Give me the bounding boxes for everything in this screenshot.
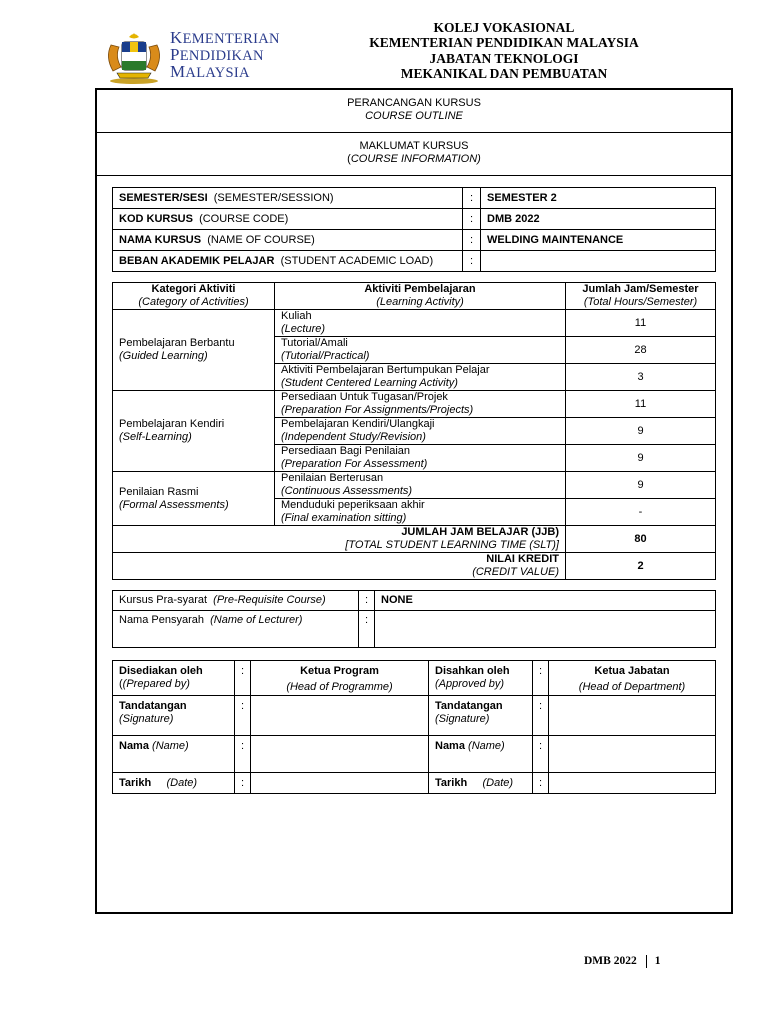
hours-cell: 9 (566, 418, 716, 445)
total-label: JUMLAH JAM BELAJAR (JJB) [TOTAL STUDENT LEARNING TIME (SLT)] (113, 526, 566, 553)
table-row: Disediakan oleh ((Prepared by) : Ketua Program (Head of Programme) Disahkan oleh (Approved by) : Ketua Jabatan (Head of Department) (113, 661, 716, 696)
signature-field[interactable] (251, 696, 429, 736)
name-field[interactable] (549, 736, 716, 773)
activity-cell: Penilaian Berterusan (Continuous Assessments) (275, 472, 566, 499)
heading-line-3: JABATAN TEKNOLOGI (429, 50, 579, 66)
info-value: DMB 2022 (481, 209, 716, 230)
outline-title: PERANCANGAN KURSUS (347, 97, 481, 109)
prerequisite-table (112, 590, 716, 648)
heading-line-2: KEMENTERIAN PENDIDIKAN MALAYSIA (369, 35, 639, 51)
credit-value: 2 (566, 553, 716, 580)
table-row: BEBAN AKADEMIK PELAJAR (STUDENT ACADEMIC LOAD) : (113, 251, 716, 272)
category-cell: Pembelajaran Berbantu (Guided Learning) (113, 310, 275, 391)
category-cell: Penilaian Rasmi (Formal Assessments) (113, 472, 275, 526)
table-row (113, 391, 716, 418)
page-number: 1 (654, 955, 661, 968)
ministry-name: KEMENTERIAN PENDIDIKAN MALAYSIA (170, 28, 280, 81)
footer-course-code: DMB 2022 (584, 955, 637, 968)
learning-activity-table (112, 282, 716, 580)
lecturer-label: Nama Pensyarah (Name of Lecturer) (113, 611, 359, 648)
heading-line-1: KOLEJ VOKASIONAL (433, 20, 575, 35)
lecturer-value (375, 611, 716, 648)
credit-label: NILAI KREDIT (CREDIT VALUE) (113, 553, 566, 580)
table-row: NAMA KURSUS (NAME OF COURSE) : WELDING MAINTENANCE (113, 230, 716, 251)
info-section-title: MAKLUMAT KURSUS (359, 140, 469, 152)
signature-label: Tandatangan (Signature) (113, 696, 235, 736)
date-label: Tarikh (Date) (429, 773, 533, 794)
category-cell: Pembelajaran Kendiri (Self-Learning) (113, 391, 275, 472)
hours-cell: 9 (566, 472, 716, 499)
name-label: Nama (Name) (429, 736, 533, 773)
date-field[interactable] (549, 773, 716, 794)
info-label: SEMESTER/SESI (SEMESTER/SESSION) (113, 188, 463, 209)
footer-divider (646, 955, 647, 968)
total-row (113, 526, 716, 553)
info-label: KOD KURSUS (COURSE CODE) (113, 209, 463, 230)
activity-cell: Pembelajaran Kendiri/Ulangkaji (Independent Study/Revision) (275, 418, 566, 445)
signature-label: Tandatangan (Signature) (429, 696, 533, 736)
hours-cell: 9 (566, 445, 716, 472)
hours-cell: - (566, 499, 716, 526)
info-value (481, 251, 716, 272)
hours-cell: 3 (566, 364, 716, 391)
activity-cell: Menduduki peperiksaan akhir (Final examination sitting) (275, 499, 566, 526)
date-label: Tarikh (Date) (113, 773, 235, 794)
hours-cell: 11 (566, 391, 716, 418)
activity-cell: Aktiviti Pembelajaran Bertumpukan Pelajar (Student Centered Learning Activity) (275, 364, 566, 391)
column-header: Kategori Aktiviti (Category of Activities) (113, 283, 275, 310)
info-section-title-row: MAKLUMAT KURSUS (COURSE INFORMATION) (97, 133, 731, 176)
course-info-table (112, 187, 716, 272)
table-row: Tandatangan (Signature) : Tandatangan (Signature) : (113, 696, 716, 736)
prereq-label: Kursus Pra-syarat (Pre-Requisite Course) (113, 591, 359, 611)
activity-cell: Persediaan Bagi Penilaian (Preparation For Assessment) (275, 445, 566, 472)
approved-by-label: Disahkan oleh (Approved by) (429, 661, 533, 696)
table-row: KOD KURSUS (COURSE CODE) : DMB 2022 (113, 209, 716, 230)
info-label: NAMA KURSUS (NAME OF COURSE) (113, 230, 463, 251)
column-header: Jumlah Jam/Semester (Total Hours/Semester) (566, 283, 716, 310)
table-row: Nama (Name) : Nama (Name) : (113, 736, 716, 773)
ministry-logo (103, 27, 280, 85)
total-value: 80 (566, 526, 716, 553)
table-header-row (113, 283, 716, 310)
date-field[interactable] (251, 773, 429, 794)
page-footer (584, 955, 660, 968)
column-header: Aktiviti Pembelajaran (Learning Activity) (275, 283, 566, 310)
table-row: SEMESTER/SESI (SEMESTER/SESSION) : SEMESTER 2 (113, 188, 716, 209)
activity-cell: Kuliah (Lecture) (275, 310, 566, 337)
info-section-subtitle: COURSE INFORMATION) (350, 153, 481, 165)
table-row (113, 472, 716, 499)
hours-cell: 11 (566, 310, 716, 337)
info-value: SEMESTER 2 (481, 188, 716, 209)
signature-field[interactable] (549, 696, 716, 736)
credit-row (113, 553, 716, 580)
activity-cell: Persediaan Untuk Tugasan/Projek (Preparation For Assignments/Projects) (275, 391, 566, 418)
prereq-value: NONE (375, 591, 716, 611)
info-label: BEBAN AKADEMIK PELAJAR (STUDENT ACADEMIC LOAD) (113, 251, 463, 272)
outline-subtitle: COURSE OUTLINE (365, 110, 463, 122)
table-row: Nama Pensyarah (Name of Lecturer) : (113, 611, 716, 648)
institution-heading (340, 20, 668, 81)
info-value: WELDING MAINTENANCE (481, 230, 716, 251)
head-department-label: Ketua Jabatan (Head of Department) (549, 661, 716, 696)
heading-line-4: MEKANIKAL DAN PEMBUATAN (400, 65, 608, 81)
activity-cell: Tutorial/Amali (Tutorial/Practical) (275, 337, 566, 364)
table-row (113, 310, 716, 337)
hours-cell: 28 (566, 337, 716, 364)
name-field[interactable] (251, 736, 429, 773)
outline-title-row (97, 90, 731, 133)
malaysia-coat-of-arms-icon (103, 27, 165, 85)
head-programme-label: Ketua Program (Head of Programme) (251, 661, 429, 696)
table-row: Tarikh (Date) : Tarikh (Date) : (113, 773, 716, 794)
name-label: Nama (Name) (113, 736, 235, 773)
table-row: Kursus Pra-syarat (Pre-Requisite Course) : NONE (113, 591, 716, 611)
approval-signature-table (112, 660, 716, 794)
prepared-by-label: Disediakan oleh ((Prepared by) (113, 661, 235, 696)
